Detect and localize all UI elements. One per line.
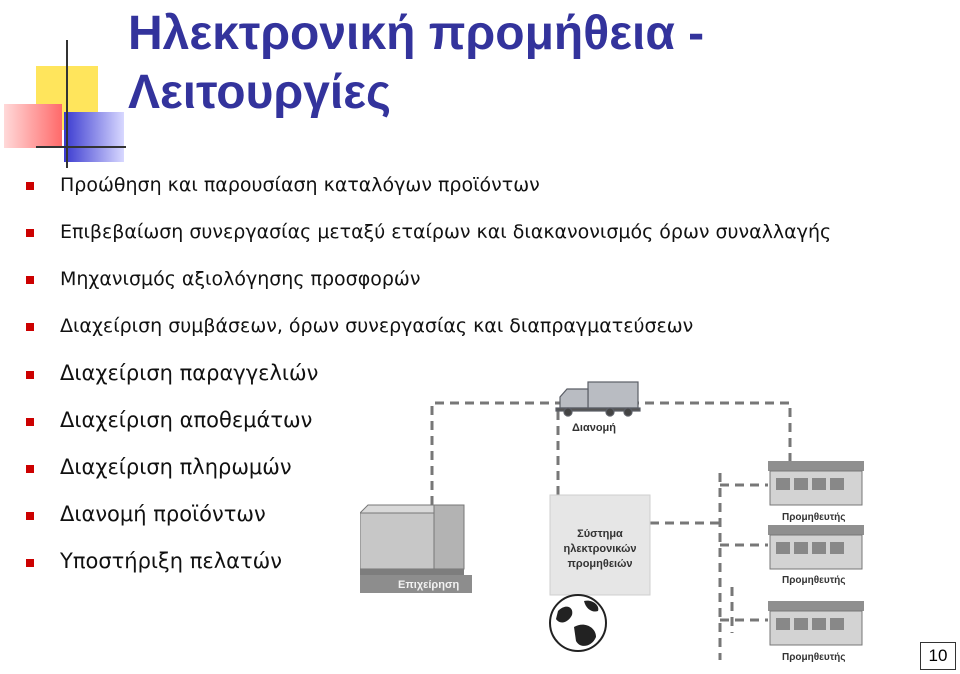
- store-icon: [768, 461, 864, 505]
- bullet-square-icon: [26, 276, 34, 284]
- list-item-text: Διαχείριση αποθεμάτων: [60, 408, 313, 432]
- procurement-diagram: [360, 375, 880, 670]
- bullet-square-icon: [26, 559, 34, 567]
- deco-blue-square: [64, 112, 124, 162]
- supplier-label: Προμηθευτής: [782, 652, 846, 663]
- deco-horizontal-line: [36, 146, 126, 148]
- list-item: [26, 170, 831, 217]
- bullet-square-icon: [26, 371, 34, 379]
- system-label-line: ηλεκτρονικών: [563, 543, 637, 555]
- distribution-label: Διανομή: [572, 422, 617, 434]
- bullet-square-icon: [26, 182, 34, 190]
- list-item-text: Επιβεβαίωση συνεργασίας μεταξύ εταίρων και διακανονισμός όρων συναλλαγής: [60, 221, 832, 243]
- page-title: Ηλεκτρονική προμήθεια - Λειτουργίες: [128, 7, 705, 119]
- bullet-square-icon: [26, 465, 34, 473]
- list-item: [26, 311, 831, 358]
- company-label: Επιχείρηση: [398, 579, 460, 591]
- list-item: [26, 217, 831, 264]
- list-item-text: Διαχείριση παραγγελιών: [60, 361, 319, 385]
- list-item-text: Διαχείριση πληρωμών: [60, 455, 292, 479]
- supplier-dashed-lines: [650, 473, 768, 660]
- system-label-line: προμηθειών: [567, 558, 633, 570]
- list-item-text: Υποστήριξη πελατών: [60, 549, 282, 573]
- deco-red-square: [4, 104, 62, 148]
- store-icon: [768, 601, 864, 645]
- delivery-dashed-path: [432, 403, 790, 505]
- bullet-square-icon: [26, 512, 34, 520]
- supplier-label: Προμηθευτής: [782, 575, 846, 586]
- list-item-text: Μηχανισμός αξιολόγησης προσφορών: [60, 268, 421, 290]
- globe-icon: [550, 595, 606, 651]
- list-item-text: Διαχείριση συμβάσεων, όρων συνεργασίας και διαπραγματεύσεων: [60, 315, 694, 337]
- truck-icon: [556, 382, 640, 416]
- system-label-line: Σύστημα: [577, 528, 623, 540]
- page-number: 10: [920, 642, 956, 670]
- deco-vertical-line: [66, 40, 68, 168]
- list-item: [26, 264, 831, 311]
- bullet-square-icon: [26, 229, 34, 237]
- store-icon: [768, 525, 864, 569]
- list-item-text: Προώθηση και παρουσίαση καταλόγων προϊόντων: [60, 174, 540, 196]
- supplier-label: Προμηθευτής: [782, 512, 846, 523]
- bullet-square-icon: [26, 323, 34, 331]
- bullet-square-icon: [26, 418, 34, 426]
- list-item-text: Διανομή προϊόντων: [60, 502, 266, 526]
